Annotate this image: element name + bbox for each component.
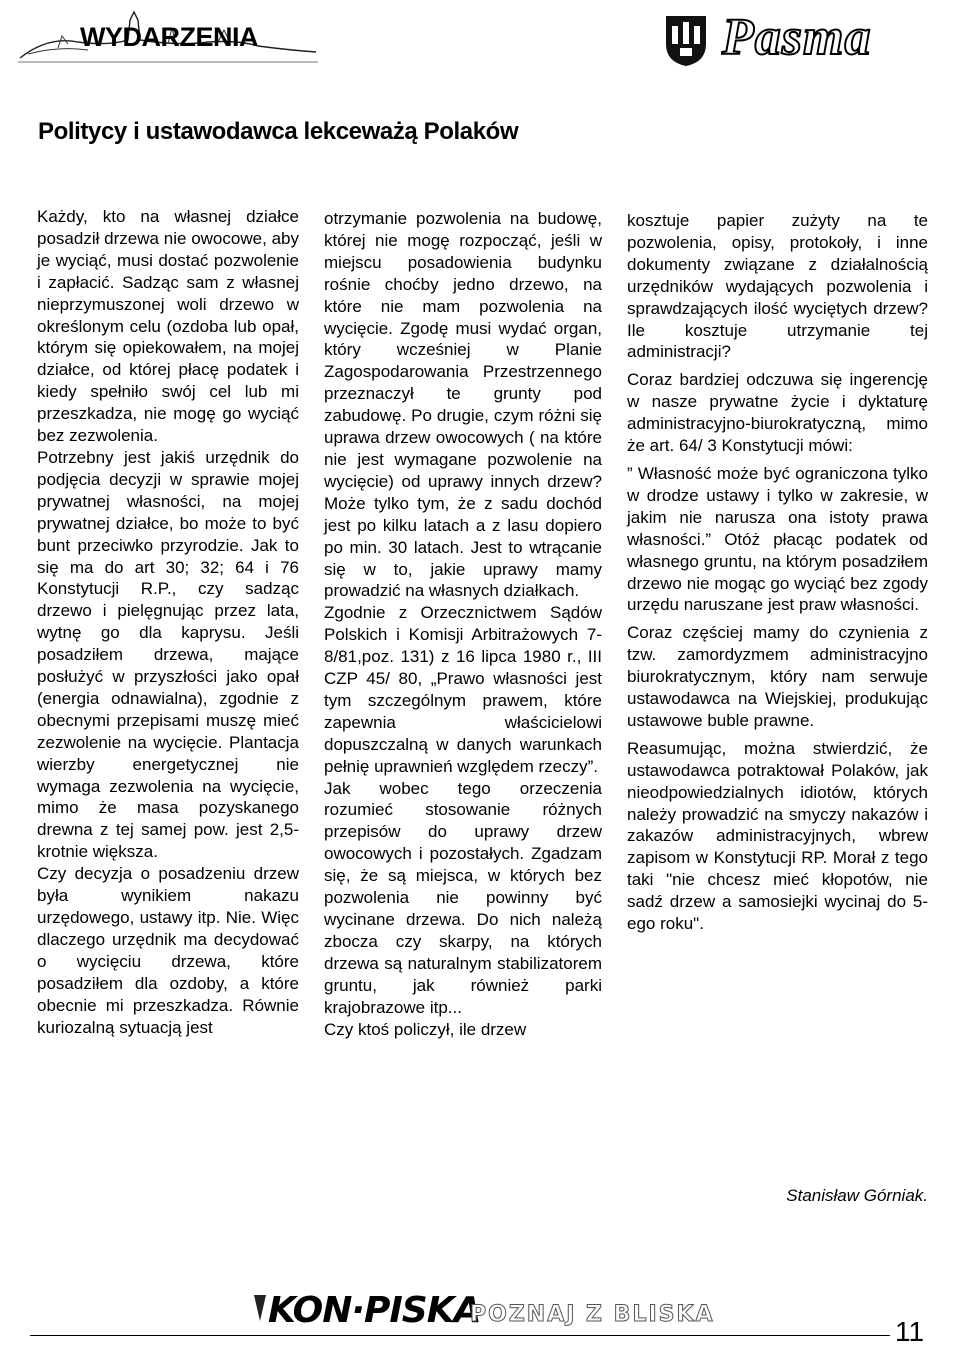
footer-logo: KON·PISKA bbox=[268, 1290, 481, 1331]
page-number: 11 bbox=[895, 1316, 925, 1347]
article-column-3 bbox=[627, 210, 928, 935]
page-header bbox=[0, 0, 960, 80]
author-signature: Stanisław Górniak. bbox=[786, 1186, 928, 1205]
paragraph: Czy decyzja o posadzeniu drzew była wynikiem nakazu urzędowego, ustawy itp. Nie. Więc dlaczego urzędnik ma decydować o wycięciu drzewa, które posadziłem dla ozdoby, a które obecnie mi przeszkadza. Równie kuriozalną sytuacją jest bbox=[37, 864, 299, 1037]
footer-slogan: POZNAJ Z BLISKA bbox=[470, 1302, 715, 1327]
paragraph: Jak wobec tego orzeczenia rozumieć stosowanie różnych przepisów do uprawy drzew owocowych i pozostałych. Zgadzam się, że są miejsca, w których bez pozwolenia nie powinny być wycinane drzewa. Do nich należą zbocza czy skarpy, na których drzewa są naturalnym stabilizatorem gruntu, jak również parki krajobrazowe itp... bbox=[324, 778, 602, 1017]
paragraph: Coraz bardziej odczuwa się ingerencję w nasze prywatne życie i dyktaturę administracyjno-biurokratyczną, mimo że art. 64/ 3 Konstytucji mówi: bbox=[627, 370, 928, 456]
paragraph: Czy ktoś policzył, ile drzew bbox=[324, 1019, 527, 1039]
section-title: WYDARZENIA bbox=[80, 22, 258, 52]
paragraph: Reasumując, można stwierdzić, że ustawodawca potraktował Polaków, jak nieodpowiedzialnych idiotów, których należy prowadzić na smyczy nakazów i zakazów administracyjnych, wbrew zapisom w Konstytucji RP. Morał z tego taki "nie chcesz mieć kłopotów, nie sadź drzew a samosiejki wycinaj do 5-ego roku". bbox=[627, 738, 928, 934]
article-column-2 bbox=[324, 208, 602, 1040]
article-column-1 bbox=[37, 206, 299, 1038]
paragraph: Każdy, kto na własnej działce posadził drzewa nie owocowe, aby je wyciąć, musi dostać pozwolenie i zapłacić. Sadząc sam z własnej nieprzymuszonej woli drzewo w określonym celu (ozdoba lub opał, którym się opiekowałem, na mojej działce, od której płacę podatek i kiedy spełniło swój cel lub mi przeszkadza, nie mogę go wyciąć bez zezwolenia. bbox=[37, 207, 299, 446]
coat-of-arms-icon bbox=[664, 14, 708, 68]
paragraph: ” Własność może być ograniczona tylko w drodze ustawy i tylko w zakresie, w jakim nie narusza ona istoty prawa własności.” Otóż płacąc podatek od własnego gruntu, na którym posadziłem drzewo nie mogąc go wyciąć bez zgody urzędu naruszane jest praw własności. bbox=[627, 463, 928, 615]
paragraph: Potrzebny jest jakiś urzędnik do podjęcia decyzji w sprawie mojej prywatnej własności, na mojej prywatnej działce, bo może to być bunt przeciwko przyrodzie. Jak to się ma do art 30; 32; 64 i 76 Konstytucji R.P., czy sadząc drzewo i pielęgnując przez lata, wytnę go dla kaprysu. Jeśli posadziłem drzewa, mające posłużyć w przyszłości jako opał (energia odnawialna), zgodnie z obecnymi przepisami muszę mieć zezwolenie na wycięcie. Plantacja wierzby energetycznej nie wymaga zezwolenia na wycięcie, mimo że masa pozyskanego drewna z tej samej pow. jest 2,5- krotnie większa. bbox=[37, 447, 299, 862]
paragraph: Coraz częściej mamy do czynienia z tzw. zamordyzmem administracyjno biurokratycznym, który nam serwuje ustawodawca na Wiejskiej, produkując ustawowe buble prawne. bbox=[627, 623, 928, 730]
paragraph: otrzymanie pozwolenia na budowę, której nie mogę rozpocząć, jeśli w miejscu posadowienia budynku rośnie choćby jedno drzewo, na które nie mam pozwolenia na wycięcie. Zgodę musi wydać organ, który wcześniej w Planie Zagospodarowania Przestrzennego przeznaczył te grunty pod zabudowę. Po drugie, czym różni się uprawa drzew owocowych ( na które nie jest wymagane pozwolenie na wycięcie) od uprawy innych drzew? Może tylko tym, że z sadu dochód jest po kilku latach a z lasu dopiero po min. 30 latach. Jest to wtrącanie się w to, jakie uprawy mamy prowadzić na własnych działkach. bbox=[324, 209, 602, 601]
paragraph: Zgodnie z Orzecznictwem Sądów Polskich i Komisji Arbitrażowych 7-8/81,poz. 131) z 16 lipca 1980 r., III CZP 45/ 80, „Prawo własności jest tym szczególnym prawem, które zapewnia właścicielowi dopuszczalną w danych warunkach pełnię uprawnień względem rzeczy”. bbox=[324, 603, 602, 776]
region-logo-icon bbox=[250, 1293, 270, 1323]
footer-divider bbox=[30, 1335, 890, 1336]
masthead-logo: Pasma bbox=[722, 9, 872, 66]
article-headline: Politycy i ustawodawca lekceważą Polaków bbox=[38, 118, 519, 145]
paragraph: kosztuje papier zużyty na te pozwolenia, opisy, protokoły, i inne dokumenty związane z działalnością urzędników wydających pozwolenia i sprawdzających ilość wyciętych drzew? Ile kosztuje utrzymanie tej administracji? bbox=[627, 211, 928, 362]
